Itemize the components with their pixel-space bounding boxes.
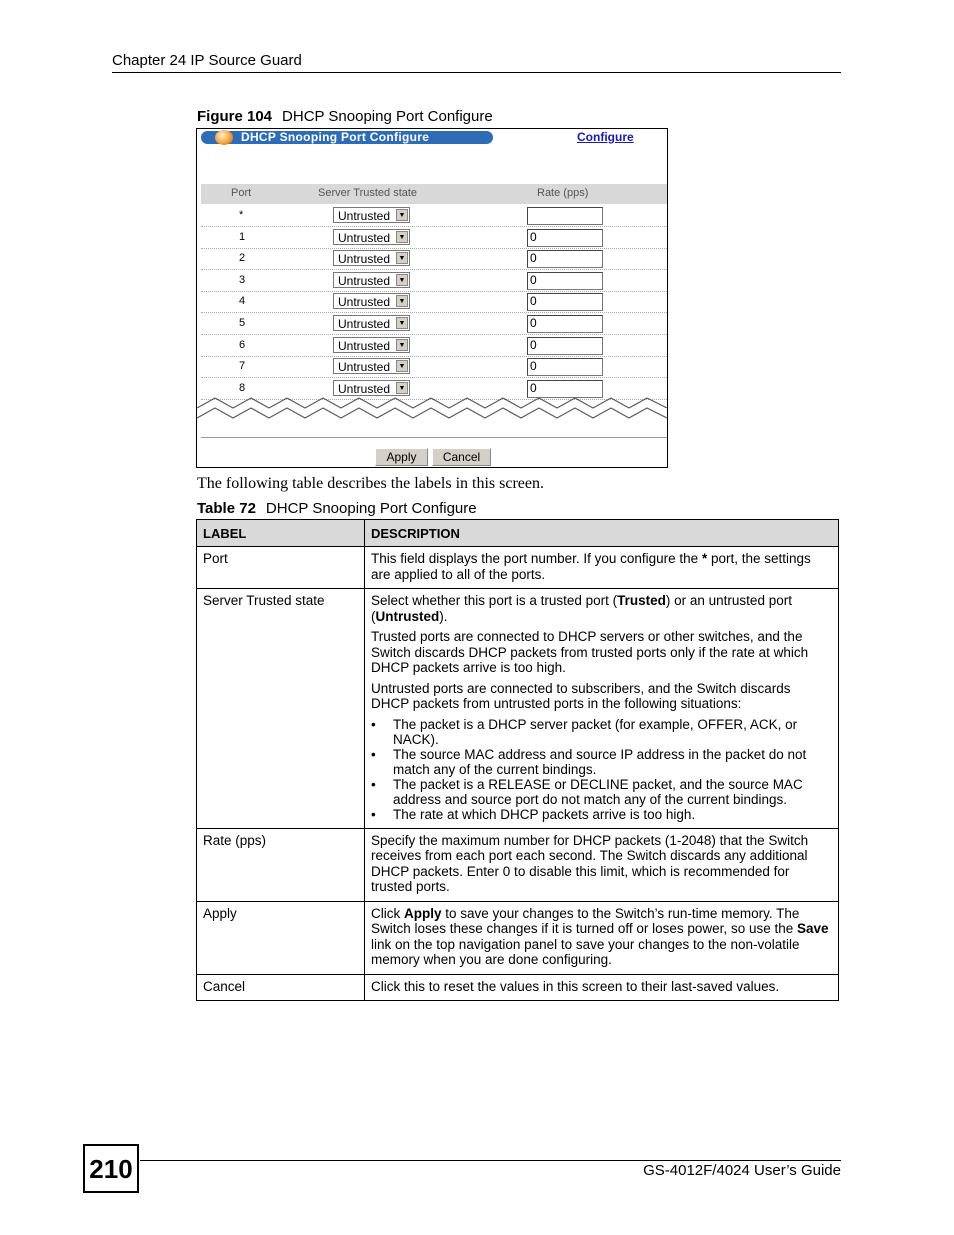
port-number: 4	[239, 295, 246, 308]
table-title: DHCP Snooping Port Configure	[265, 500, 477, 517]
dropdown-arrow-icon: ▼	[396, 209, 408, 221]
screen-titlebar	[201, 131, 493, 144]
dropdown-arrow-icon: ▼	[396, 231, 408, 243]
dropdown-arrow-icon: ▼	[396, 274, 408, 286]
port-number: 8	[239, 381, 246, 394]
table-row	[197, 547, 839, 589]
port-row	[201, 248, 667, 270]
table-label: Table 72	[197, 500, 256, 517]
th-label: LABEL	[197, 520, 365, 547]
row-label: Cancel	[197, 974, 365, 1001]
port-row	[201, 335, 667, 357]
row-description: This field displays the port number. If you configure the * port, the settings are applied to all of the ports.	[365, 547, 839, 589]
port-row	[201, 227, 667, 249]
rate-input[interactable]: 0	[527, 272, 603, 290]
port-table-header	[201, 184, 667, 204]
row-description: Click this to reset the values in this screen to their last-saved values.	[365, 974, 839, 1001]
dropdown-arrow-icon: ▼	[396, 360, 408, 372]
rate-input[interactable]: 0	[527, 358, 603, 376]
col-port: Port	[231, 187, 252, 199]
row-description: Specify the maximum number for DHCP packets (1-2048) that the Switch receives from each port each second. The Switch discards any additional DHCP packets. Enter 0 to disable this limit, which is recommended for trusted ports.	[365, 828, 839, 901]
dropdown-arrow-icon: ▼	[396, 252, 408, 264]
cancel-button[interactable]: Cancel	[432, 448, 491, 466]
port-row	[201, 291, 667, 313]
rate-input[interactable]: 0	[527, 293, 603, 311]
trusted-state-select[interactable]	[333, 229, 410, 245]
col-rate: Rate (pps)	[537, 187, 589, 199]
port-row	[201, 205, 667, 227]
row-label: Server Trusted state	[197, 589, 365, 829]
row-description: Select whether this port is a trusted port (Trusted) or an untrusted port (Untrusted). Trusted ports are connected to DHCP servers or other switches, and the Switch discards DHCP packets from trusted ports only if the rate at which DHCP packets arrive is too high. Untrusted ports are connected to subscribers, and the Switch discards DHCP packets from untrusted ports in the following situations: • The packet is a DHCP server packet (for example, OFFER, ACK, or NACK). • The source MAC address and source IP address in the packet do not match any of the current bindings. • The packet is a RELEASE or DECLINE packet, and the source MAC address and source port do not match any of the current bindings. • The rate at which DHCP packets arrive is too high.	[365, 589, 839, 829]
dropdown-arrow-icon: ▼	[396, 295, 408, 307]
port-number: 2	[239, 252, 246, 265]
footer-rule	[140, 1160, 841, 1161]
rate-input[interactable]: 0	[527, 380, 603, 398]
header-rule	[112, 72, 841, 73]
dropdown-arrow-icon: ▼	[396, 382, 408, 394]
col-trusted: Server Trusted state	[318, 187, 418, 199]
select-value: Untrusted	[338, 230, 391, 245]
select-value: Untrusted	[338, 209, 391, 223]
port-number: 3	[239, 273, 246, 286]
intro-text: The following table describes the labels in this screen.	[197, 475, 545, 492]
select-value: Untrusted	[338, 252, 391, 267]
list-item: • The source MAC address and source IP address in the packet do not match any of the current bindings.	[371, 747, 832, 777]
rate-input[interactable]: 0	[527, 337, 603, 355]
orange-ball-icon	[215, 130, 233, 145]
trusted-state-select[interactable]	[333, 250, 410, 266]
dropdown-arrow-icon: ▼	[396, 339, 408, 351]
select-value: Untrusted	[338, 273, 391, 288]
figure-caption	[197, 108, 493, 125]
table-row	[197, 901, 839, 974]
select-value: Untrusted	[338, 360, 391, 375]
rate-input[interactable]: 0	[527, 229, 603, 247]
th-description: DESCRIPTION	[365, 520, 839, 547]
figure-label: Figure 104	[197, 108, 273, 125]
port-number: 6	[239, 338, 246, 351]
rate-input[interactable]	[527, 207, 603, 225]
label-description-table	[196, 519, 839, 1001]
port-number: 7	[239, 360, 246, 373]
table-row	[197, 589, 839, 829]
port-number: 5	[239, 317, 246, 329]
table-head-row	[197, 520, 839, 547]
select-value: Untrusted	[338, 338, 391, 353]
trusted-state-select[interactable]	[333, 358, 410, 374]
zigzag-break	[197, 394, 667, 426]
rate-input[interactable]: 0	[527, 250, 603, 268]
screen-footer-rule	[201, 437, 667, 438]
select-value: Untrusted	[338, 317, 391, 331]
situations-list	[371, 717, 832, 822]
port-number: *	[239, 209, 244, 221]
table-row	[197, 974, 839, 1001]
row-description: Click Apply to save your changes to the Switch’s run-time memory. The Switch loses these changes if it is turned off or loses power, so use the Save link on the top navigation panel to save your changes to the non-volatile memory when you are done configuring.	[365, 901, 839, 974]
list-item: • The packet is a RELEASE or DECLINE packet, and the source MAC address and source port do not match any of the current bindings.	[371, 777, 832, 807]
trusted-state-select[interactable]	[333, 337, 410, 353]
table-caption	[197, 500, 477, 517]
configure-link[interactable]: Configure	[577, 130, 634, 144]
select-value: Untrusted	[338, 295, 391, 310]
trusted-state-select[interactable]	[333, 272, 410, 288]
port-row	[201, 356, 667, 378]
trusted-state-select[interactable]	[333, 207, 410, 223]
figure-title: DHCP Snooping Port Configure	[282, 108, 493, 125]
figure-screenshot	[196, 128, 668, 468]
chapter-header: Chapter 24 IP Source Guard	[112, 52, 302, 69]
select-value: Untrusted	[338, 381, 391, 396]
port-row	[201, 270, 667, 292]
trusted-state-select[interactable]	[333, 315, 410, 331]
screen-title: DHCP Snooping Port Configure	[241, 130, 430, 144]
rate-input[interactable]: 0	[527, 315, 603, 333]
port-row	[201, 313, 667, 335]
list-item: • The rate at which DHCP packets arrive is too high.	[371, 807, 832, 822]
dropdown-arrow-icon: ▼	[396, 317, 408, 329]
list-item: • The packet is a DHCP server packet (for example, OFFER, ACK, or NACK).	[371, 717, 832, 747]
apply-button[interactable]: Apply	[375, 448, 428, 466]
row-label: Apply	[197, 901, 365, 974]
row-label: Port	[197, 547, 365, 589]
port-number: 1	[239, 230, 246, 243]
table-row	[197, 828, 839, 901]
guide-title: GS-4012F/4024 User’s Guide	[643, 1162, 841, 1179]
page-number: 210	[83, 1144, 139, 1193]
trusted-state-select[interactable]	[333, 293, 410, 309]
row-label: Rate (pps)	[197, 828, 365, 901]
